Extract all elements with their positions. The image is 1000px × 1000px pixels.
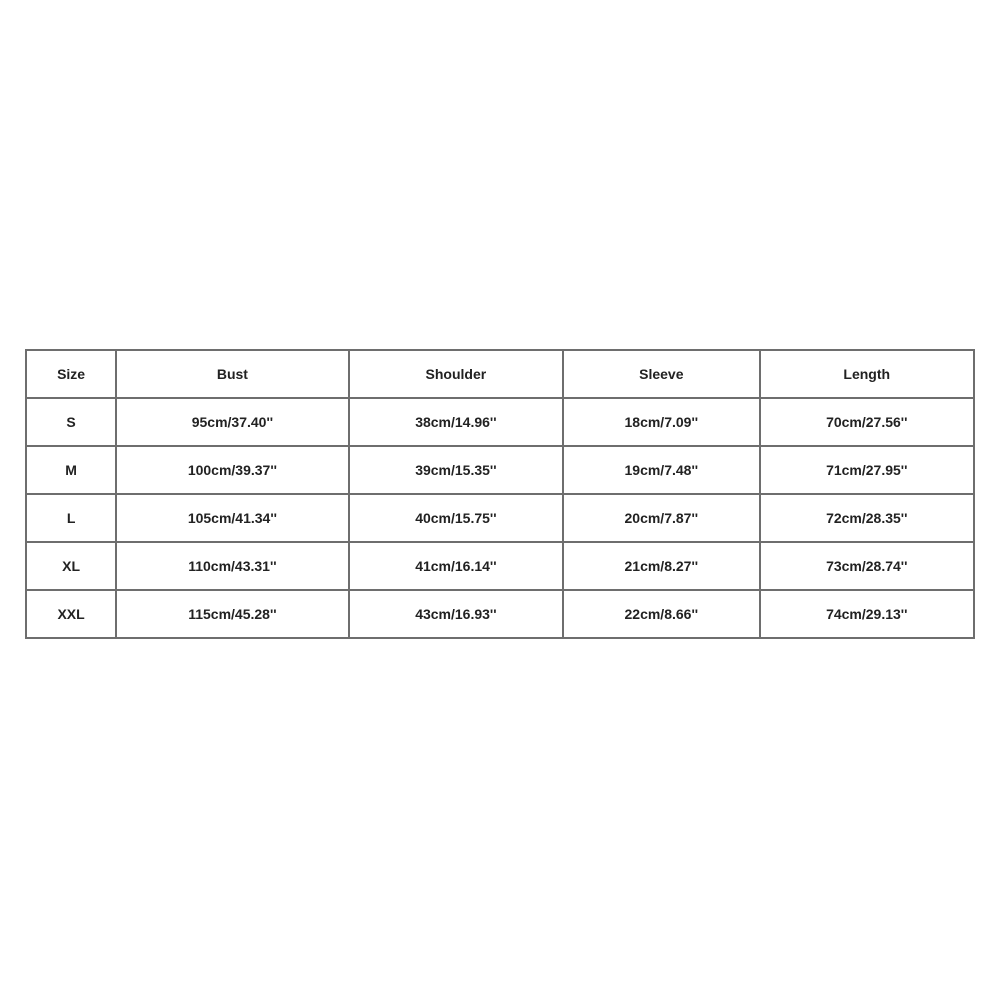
bust-cell: 100cm/39.37'' (116, 446, 348, 494)
header-row (26, 350, 974, 398)
size-cell: L (26, 494, 116, 542)
table-row (26, 398, 974, 446)
sleeve-cell: 19cm/7.48'' (563, 446, 759, 494)
size-cell: XXL (26, 590, 116, 638)
header-length: Length (760, 350, 974, 398)
length-cell: 71cm/27.95'' (760, 446, 974, 494)
size-cell: M (26, 446, 116, 494)
bust-cell: 105cm/41.34'' (116, 494, 348, 542)
length-cell: 73cm/28.74'' (760, 542, 974, 590)
shoulder-cell: 43cm/16.93'' (349, 590, 563, 638)
size-cell: XL (26, 542, 116, 590)
sleeve-cell: 22cm/8.66'' (563, 590, 759, 638)
length-cell: 72cm/28.35'' (760, 494, 974, 542)
size-chart-table (25, 349, 975, 639)
length-cell: 70cm/27.56'' (760, 398, 974, 446)
table-row (26, 494, 974, 542)
size-cell: S (26, 398, 116, 446)
sleeve-cell: 18cm/7.09'' (563, 398, 759, 446)
sleeve-cell: 20cm/7.87'' (563, 494, 759, 542)
header-sleeve: Sleeve (563, 350, 759, 398)
bust-cell: 95cm/37.40'' (116, 398, 348, 446)
sleeve-cell: 21cm/8.27'' (563, 542, 759, 590)
table-row (26, 590, 974, 638)
header-shoulder: Shoulder (349, 350, 563, 398)
header-size: Size (26, 350, 116, 398)
bust-cell: 110cm/43.31'' (116, 542, 348, 590)
shoulder-cell: 41cm/16.14'' (349, 542, 563, 590)
shoulder-cell: 38cm/14.96'' (349, 398, 563, 446)
shoulder-cell: 39cm/15.35'' (349, 446, 563, 494)
table-row (26, 542, 974, 590)
length-cell: 74cm/29.13'' (760, 590, 974, 638)
table-row (26, 446, 974, 494)
bust-cell: 115cm/45.28'' (116, 590, 348, 638)
shoulder-cell: 40cm/15.75'' (349, 494, 563, 542)
header-bust: Bust (116, 350, 348, 398)
